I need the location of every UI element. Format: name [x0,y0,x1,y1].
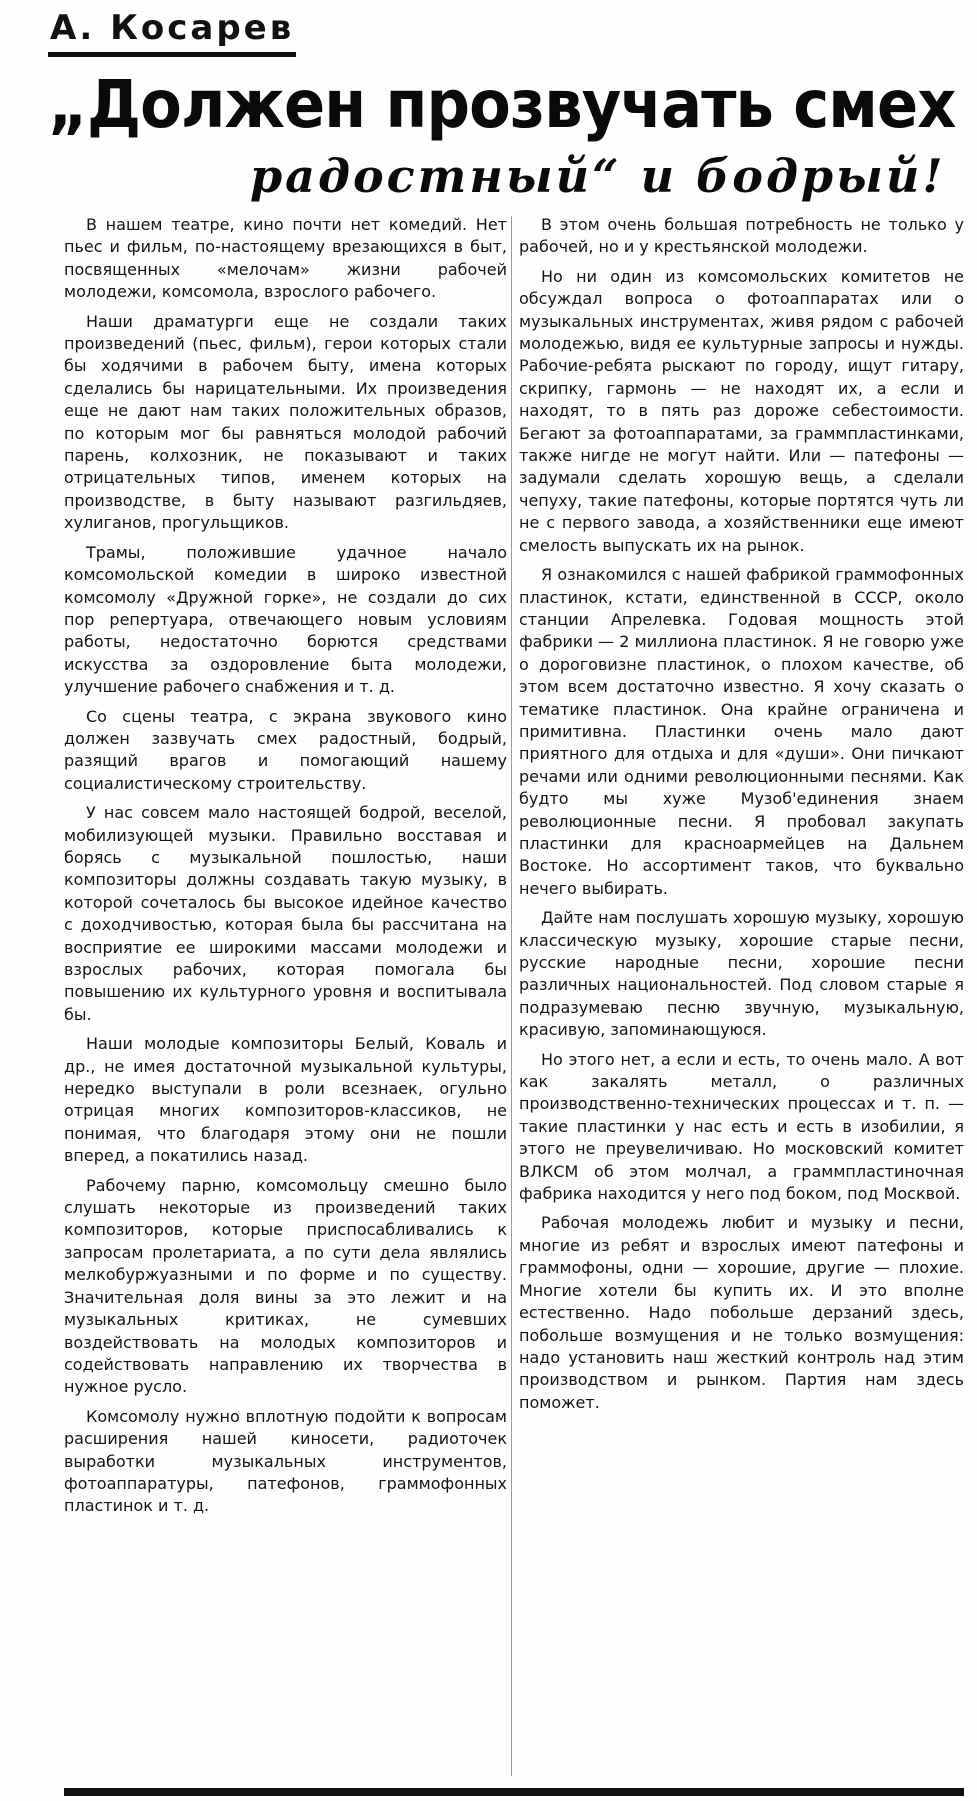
article-headline: „Должен прозвучать смех [48,66,956,143]
author-underline [48,52,296,57]
paragraph: Рабочая молодежь любит и музыку и песни, многие из ребят и взрослых имеют патефоны и граммофоны, одни — хорошие, другие — плохие. Многие хотели бы купить их. И это вполне естественно. Надо побольше дерзаний здесь, побольше возмущения и не только возмущения: надо установить наш жесткий контроль над этим производством и рынком. Партия нам здесь поможет. [519,1213,964,1412]
paragraph: Наши молодые композиторы Белый, Коваль и др., не имея достаточной музыкальной культуры, нередко выступали в роли всезнаек, огульно отрицая многих композиторов-классиков, не понимая, что благодаря этому они не пошли вперед, а покатились назад. [64,1034,507,1166]
paragraph: Наши драматурги еще не создали таких произведений (пьес, фильм), герои которых стали бы ходячими в рабочем быту, имена которых сделались бы нарицательными. Их произведения еще не дают нам таких положительных образов, по которым мог бы равняться молодой рабочий парень, колхозник, не показывают и таких отрицательных типов, именем которых на производстве, в быту называют разгильдяев, хулиганов, прогульщиков. [64,311,507,533]
paragraph: Но ни один из комсомольских комитетов не обсуждал вопроса о фотоаппаратах или о музыкальных инструментах, живя рядом с рабочей молодежью, видя ее культурные запросы и нужды. Рабочие-ребята рыскают по городу, ищут гитару, скрипку, гармонь — не находят их, а если и находят, то в пять раз дороже себестоимости. Бегают за фотоаппаратами, за граммпластинками, также нигде не могут найти. Или — патефоны — задумали сделать хорошую вещь, а сделали чепуху, такие патефоны, которые портятся чуть ли не с первого завода, а хозяйственники еще имеют смелость выпускать их на рынок. [519,266,964,555]
article-subhead: радостный“ и бодрый! [250,149,946,203]
paragraph: Но этого нет, а если и есть, то очень мало. А вот как закалять металл, о различных производственно-технических процессах и т. п. — такие пластинки у нас есть и есть в изобилии, я этого не преувеличиваю. Но московский комитет ВЛКСМ об этом молчал, а граммпластиночная фабрика находится у него под боком, под Москвой. [519,1049,964,1204]
paragraph: Я ознакомился с нашей фабрикой граммофонных пластинок, кстати, единственной в СССР, около станции Апрелевка. Годовая мощность этой фабрики — 2 миллиона пластинок. Я не говорю уже о дороговизне пластинок, о плохом качестве, об этом всем достаточно известно. Я хочу сказать о тематике пластинок. Она крайне ограничена и примитивна. Пластинки очень мало дают приятного для отдыха и для «души». Они пичкают речами или одними революционными песнями. Как будто мы хуже Музоб'единения знаем революционные песни. Я пробовал закупать пластинки для красноармейцев на Дальнем Востоке. Но ассортимент таков, что буквально нечего выбирать. [519,565,964,898]
bottom-rule [64,1788,964,1796]
article-column-left [64,214,507,1525]
paragraph: У нас совсем мало настоящей бодрой, веселой, мобилизующей музыки. Правильно восставая и борясь с музыкальной пошлостью, наши композиторы должны создавать такую музыку, в которой сочеталось бы высокое идейное качество с доходчивостью, которая была бы рассчитана на восприятие ее широкими массами молодежи и взрослых рабочих, которая помогала бы повышению их культурного уровня и воспитывала бы. [64,803,507,1024]
column-divider [511,216,512,1776]
paragraph: В нашем театре, кино почти нет комедий. Нет пьес и фильм, по-настоящему врезающихся в быт, посвященных «мелочам» жизни рабочей молодежи, комсомола, взрослого рабочего. [64,215,507,302]
paragraph: Дайте нам послушать хорошую музыку, хорошую классическую музыку, хорошие старые песни, русские народные песни, хорошие песни различных национальностей. Под словом старые я подразумеваю песню звучную, музыкальную, красивую, запоминающуюся. [519,908,964,1040]
article-author: А. Косарев [50,8,295,48]
paragraph: Со сцены театра, с экрана звукового кино должен зазвучать смех радостный, бодрый, разящий врагов и помогающий нашему социалистическому строительству. [64,706,507,793]
paragraph: Трамы, положившие удачное начало комсомольской комедии в широко известной комсомолу «Дружной горке», не создали до сих пор репертуара, отвечающего новым условиям работы, недостаточно борются средствами искусства за оздоровление быта молодежи, улучшение рабочего снабжения и т. д. [64,542,507,697]
paragraph: Рабочему парню, комсомольцу смешно было слушать некоторые из произведений таких композиторов, которые приспосабливались к запросам пролетариата, а по сути дела являлись мелкобуржуазными и по форме и по существу. Значительная доля вины за это лежит и на музыкальных критиках, не сумевших воздействовать на молодых композиторов и содействовать направлению их творчества в нужное русло. [64,1175,507,1397]
article-column-right [519,214,964,1421]
paragraph: В этом очень большая потребность не только у рабочей, но и у крестьянской молодежи. [519,215,964,257]
paragraph: Комсомолу нужно вплотную подойти к вопросам расширения нашей киносети, радиоточек выработки музыкальных инструментов, фотоаппаратуры, патефонов, граммофонных пластинок и т. д. [64,1406,507,1516]
